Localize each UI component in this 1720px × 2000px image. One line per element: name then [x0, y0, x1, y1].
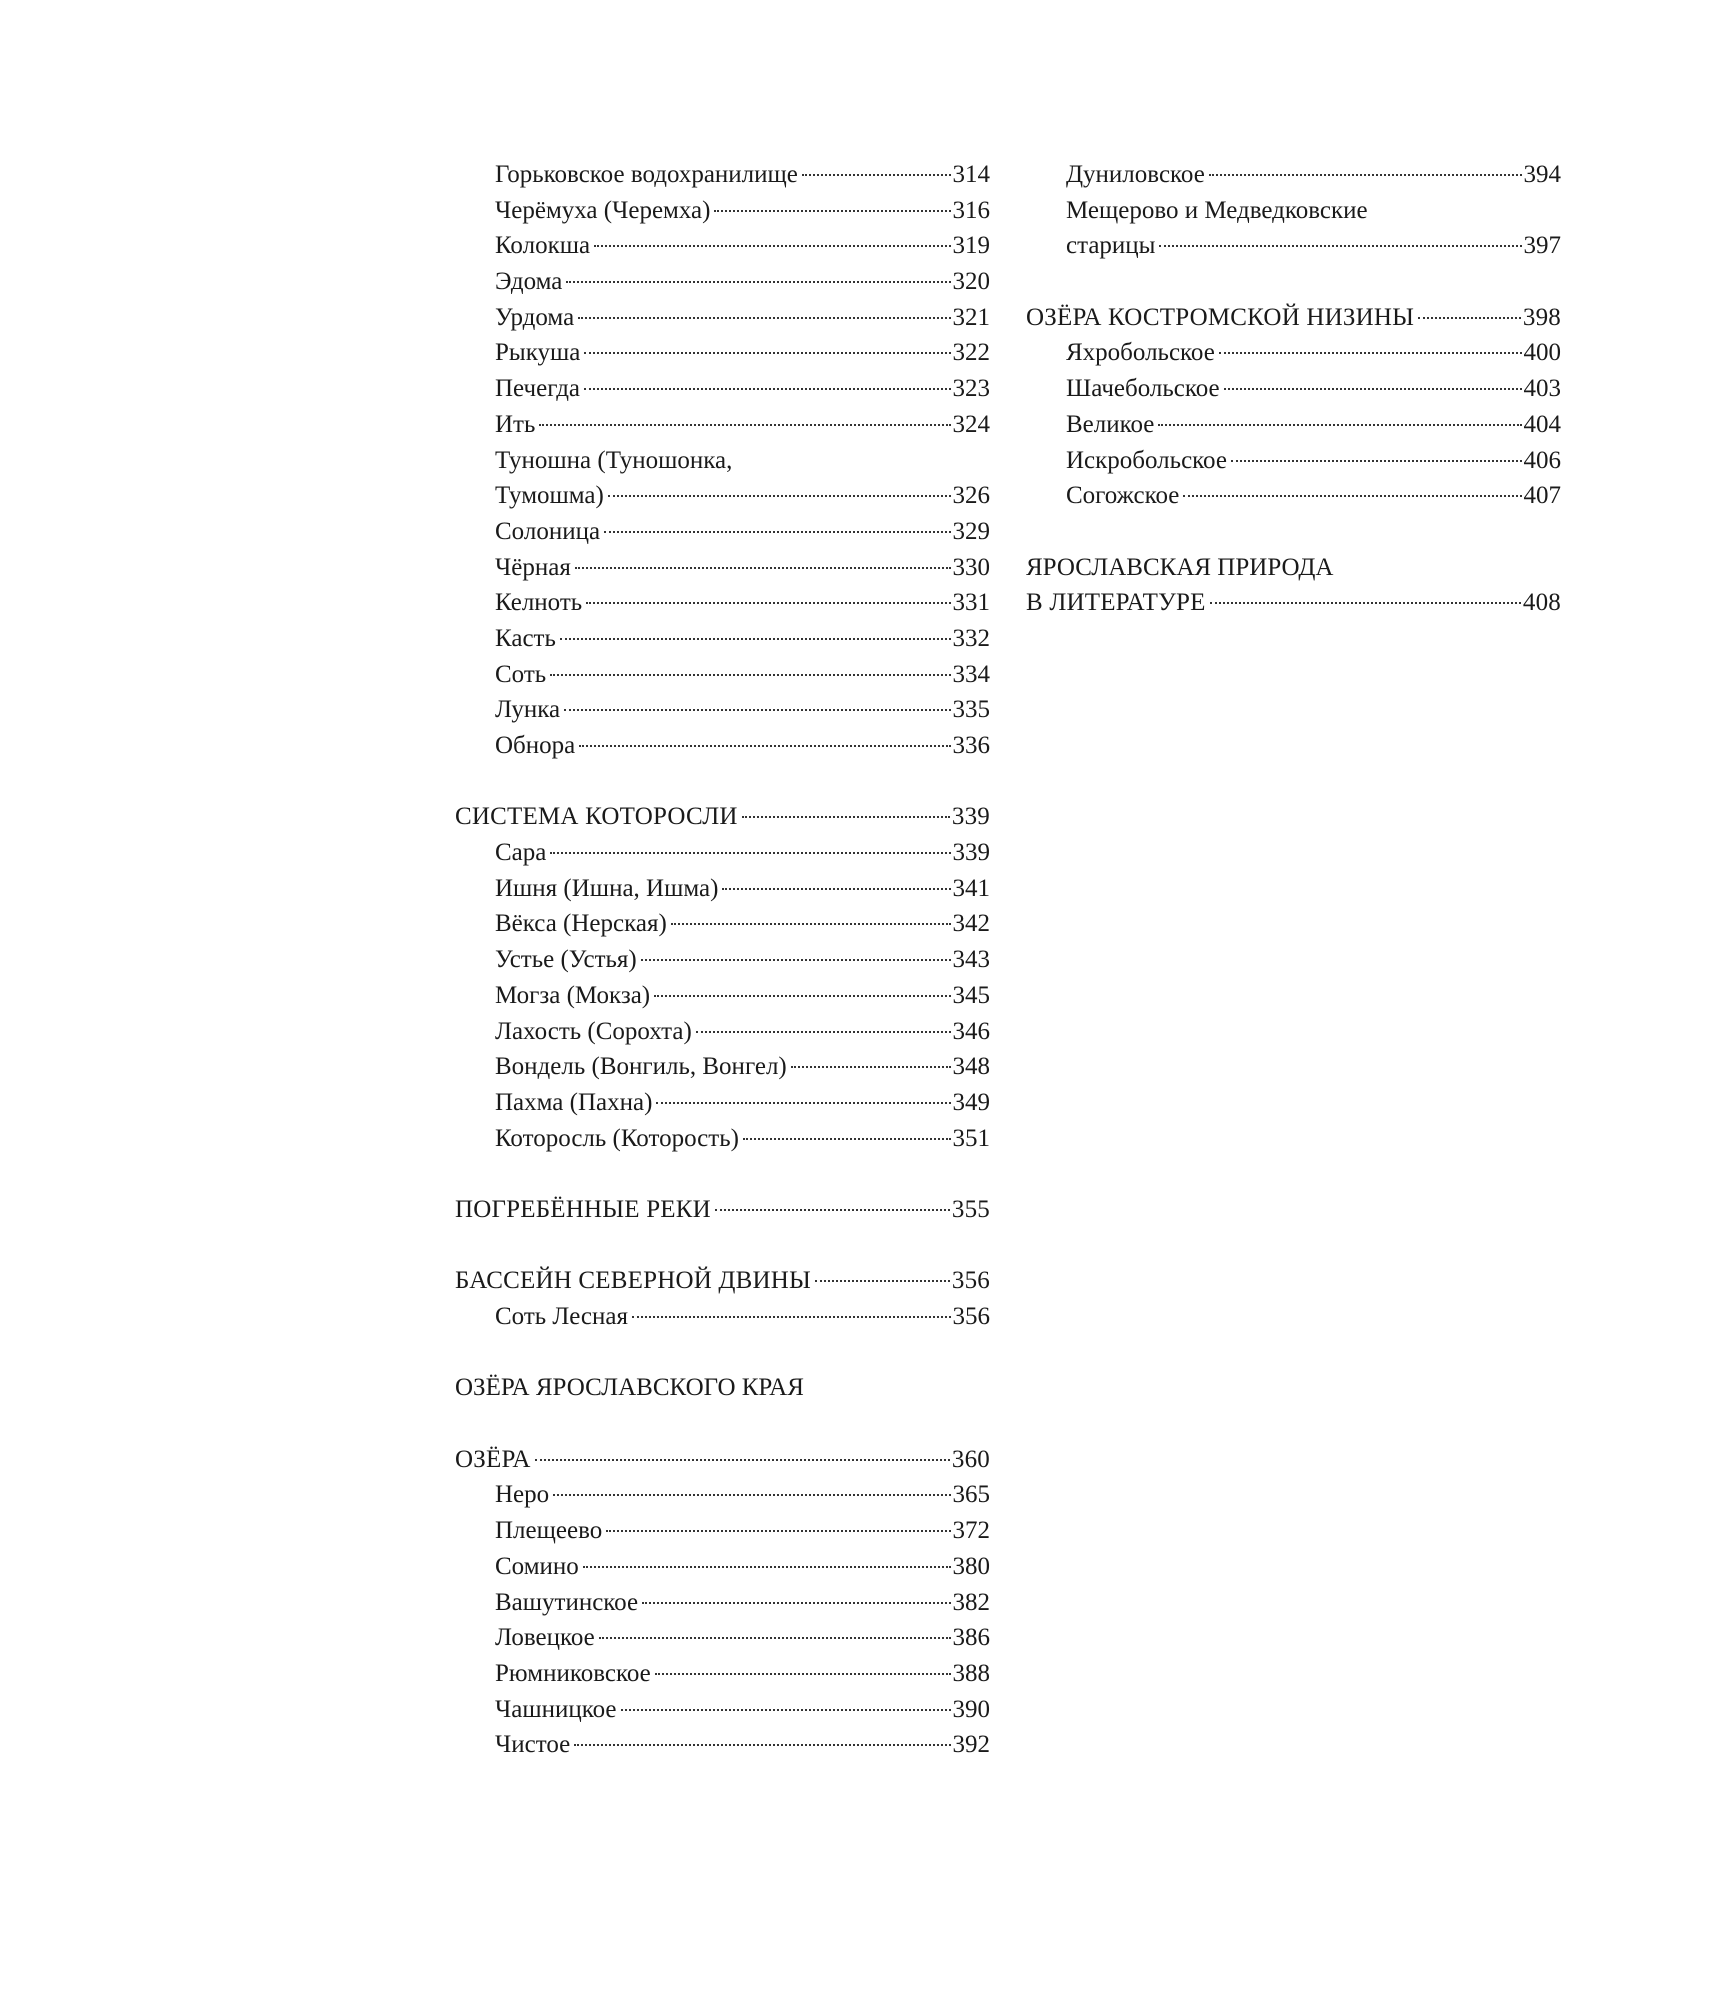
toc-entry[interactable]	[455, 692, 990, 728]
toc-entry[interactable]	[455, 228, 990, 264]
dot-leader	[743, 1138, 951, 1140]
toc-entry-label: Урдома	[495, 303, 575, 331]
toc-entry-label: Шачебольское	[1066, 375, 1220, 403]
toc-section-title: СИСТЕМА КОТОРОСЛИ	[455, 803, 738, 831]
toc-entry-page: 386	[952, 1624, 990, 1652]
toc-section-title: ОЗЁРА КОСТРОМСКОЙ НИЗИНЫ	[1026, 303, 1415, 331]
toc-entry[interactable]	[455, 1299, 990, 1335]
toc-entry[interactable]	[1026, 228, 1561, 264]
dot-leader	[553, 1494, 950, 1496]
dot-leader	[586, 602, 950, 604]
toc-entry-label: Сомино	[495, 1552, 579, 1580]
toc-entry-page: 341	[952, 874, 990, 902]
dot-leader	[655, 1673, 951, 1675]
toc-entry[interactable]	[455, 728, 990, 764]
toc-entry-page: 324	[952, 410, 990, 438]
section-gap	[1026, 514, 1561, 550]
dot-leader	[608, 495, 951, 497]
toc-section-heading[interactable]	[455, 1263, 990, 1299]
toc-entry[interactable]	[1026, 478, 1561, 514]
dot-leader	[566, 281, 950, 283]
toc-entry-label: Пахма (Пахна)	[495, 1088, 653, 1116]
toc-entry-page: 330	[952, 553, 990, 581]
dot-leader	[1231, 460, 1522, 462]
toc-entry-label: Чистое	[495, 1731, 571, 1759]
toc-entry[interactable]	[455, 478, 990, 514]
toc-entry-label: Ить	[495, 410, 536, 438]
toc-entry-page: 332	[952, 624, 990, 652]
toc-entry[interactable]	[455, 835, 990, 871]
toc-right-column	[1026, 157, 1561, 621]
toc-section-heading[interactable]	[1026, 300, 1561, 336]
toc-entry-page: 394	[1523, 161, 1561, 188]
toc-entry-page: 380	[952, 1552, 990, 1580]
toc-entry-label: старицы	[1066, 232, 1156, 260]
toc-entry[interactable]	[455, 550, 990, 586]
toc-entry[interactable]	[455, 906, 990, 942]
toc-entry-page: 346	[952, 1017, 990, 1045]
toc-entry-page: 360	[951, 1445, 990, 1473]
toc-entry-page: 323	[952, 375, 990, 403]
toc-entry-page: 326	[952, 482, 990, 510]
toc-entry-label: Чашницкое	[495, 1695, 617, 1723]
dot-leader	[1158, 424, 1521, 426]
toc-entry-label: Дуниловское	[1066, 161, 1205, 188]
dot-leader	[1183, 495, 1521, 497]
toc-entry-page: 339	[951, 803, 990, 831]
dot-leader	[654, 995, 950, 997]
toc-entry-page: 372	[952, 1517, 990, 1545]
toc-entry-page: 397	[1523, 232, 1561, 260]
dot-leader	[802, 174, 951, 176]
dot-leader	[642, 1602, 950, 1604]
dot-leader	[1224, 388, 1522, 390]
toc-entry-page: 400	[1523, 339, 1561, 367]
toc-left-column	[455, 157, 990, 1763]
dot-leader	[1210, 602, 1521, 604]
dot-leader	[632, 1316, 951, 1318]
dot-leader	[641, 959, 951, 961]
section-gap	[455, 1335, 990, 1371]
toc-entry[interactable]	[455, 1014, 990, 1050]
toc-entry-page: 356	[952, 1303, 990, 1330]
toc-entry[interactable]	[455, 300, 990, 336]
toc-entry[interactable]	[455, 657, 990, 693]
toc-entry-page: 335	[952, 696, 990, 724]
toc-entry-label: Соть Лесная	[495, 1303, 628, 1330]
dot-leader	[656, 1102, 950, 1104]
toc-section-title: БАССЕЙН СЕВЕРНОЙ ДВИНЫ	[455, 1267, 812, 1295]
dot-leader	[671, 923, 951, 925]
toc-part-title[interactable]: ОЗЁРА ЯРОСЛАВСКОГО КРАЯ	[455, 1374, 804, 1402]
dot-leader	[715, 1209, 950, 1211]
toc-entry-page: 319	[952, 232, 990, 260]
toc-entry[interactable]	[1026, 371, 1561, 407]
toc-entry[interactable]	[455, 871, 990, 907]
toc-entry[interactable]	[455, 621, 990, 657]
toc-entry[interactable]	[455, 335, 990, 371]
dot-leader	[579, 745, 950, 747]
toc-entry[interactable]	[455, 942, 990, 978]
dot-leader	[621, 1709, 951, 1711]
dot-leader	[1418, 317, 1521, 319]
toc-entry-label: Яхробольское	[1066, 339, 1215, 367]
dot-leader	[1219, 352, 1522, 354]
toc-entry-label: Солоница	[495, 517, 601, 545]
toc-entry-label: Устье (Устья)	[495, 946, 637, 974]
dot-leader	[583, 1566, 951, 1568]
toc-entry-label: Ишня (Ишна, Ишма)	[495, 874, 719, 902]
dot-leader	[791, 1066, 951, 1068]
toc-entry-page: 356	[951, 1267, 990, 1295]
dot-leader	[1159, 245, 1521, 247]
toc-entry-page: 404	[1523, 410, 1561, 438]
toc-entry-page: 336	[952, 732, 990, 759]
toc-entry-label: Чёрная	[495, 553, 571, 581]
toc-entry-label: Ловецкое	[495, 1624, 595, 1652]
dot-leader	[539, 424, 950, 426]
toc-entry[interactable]	[455, 193, 990, 229]
toc-entry[interactable]	[455, 978, 990, 1014]
toc-entry-page: 408	[1522, 589, 1561, 617]
toc-entry[interactable]	[1026, 335, 1561, 371]
toc-entry-label: Келноть	[495, 589, 583, 617]
dot-leader	[584, 388, 950, 390]
toc-entry-label: Черёмуха (Черемха)	[495, 196, 711, 224]
toc-entry-page: 388	[952, 1659, 990, 1687]
dot-leader	[722, 888, 950, 890]
toc-section-title: В ЛИТЕРАТУРЕ	[1026, 589, 1206, 617]
dot-leader	[584, 352, 950, 354]
toc-entry-page: 392	[952, 1731, 990, 1759]
dot-leader	[564, 709, 950, 711]
toc-entry-label: Плещеево	[495, 1517, 603, 1545]
toc-entry[interactable]	[455, 371, 990, 407]
toc-entry-page: 390	[952, 1695, 990, 1723]
toc-entry-label: Тумошма)	[495, 482, 604, 510]
section-gap	[455, 764, 990, 800]
toc-section-title: ОЗЁРА	[455, 1445, 531, 1473]
toc-entry-page: 345	[952, 981, 990, 1009]
toc-entry-label: Которосль (Которость)	[495, 1124, 739, 1152]
toc-entry-label: Лунка	[495, 696, 561, 724]
toc-section-title: ПОГРЕБЁННЫЕ РЕКИ	[455, 1195, 711, 1223]
toc-entry[interactable]	[1026, 443, 1561, 479]
toc-entry[interactable]	[455, 1692, 990, 1728]
dot-leader	[599, 1637, 951, 1639]
toc-entry-page: 349	[952, 1088, 990, 1116]
toc-section-heading[interactable]	[455, 1442, 990, 1478]
toc-entry-label: Рюмниковское	[495, 1659, 651, 1687]
toc-entry-page: 348	[952, 1053, 990, 1081]
section-gap	[455, 1406, 990, 1442]
toc-entry-label: Вашутинское	[495, 1588, 639, 1616]
toc-entry-page: 320	[952, 268, 990, 296]
dot-leader	[604, 531, 950, 533]
toc-entry-page: 365	[952, 1481, 990, 1509]
toc-entry-page: 355	[951, 1195, 990, 1223]
toc-entry-page: 322	[952, 339, 990, 367]
toc-entry-first-line[interactable]: Мещерово и Медведковские	[1066, 196, 1368, 224]
toc-entry[interactable]	[1026, 157, 1561, 193]
toc-entry-label: Соть	[495, 660, 547, 688]
dot-leader	[560, 638, 951, 640]
toc-entry-page: 342	[952, 910, 990, 938]
toc-entry-page: 329	[952, 517, 990, 545]
toc-entry-label: Касть	[495, 624, 556, 652]
toc-entry[interactable]	[455, 1477, 990, 1513]
toc-entry-label: Рыкуша	[495, 339, 581, 367]
toc-entry[interactable]	[455, 1513, 990, 1549]
dot-leader	[742, 816, 950, 818]
toc-entry-label: Обнора	[495, 732, 576, 759]
dot-leader	[714, 210, 950, 212]
toc-entry-page: 321	[952, 303, 990, 331]
dot-leader	[578, 317, 950, 319]
toc-entry-label: Колокша	[495, 232, 591, 260]
toc-entry[interactable]	[455, 1049, 990, 1085]
toc-entry-page: 351	[952, 1124, 990, 1152]
toc-section-heading[interactable]	[455, 799, 990, 835]
dot-leader	[535, 1459, 950, 1461]
toc-entry-label: Сара	[495, 839, 547, 867]
toc-section-first-line[interactable]: ЯРОСЛАВСКАЯ ПРИРОДА	[1026, 553, 1334, 581]
dot-leader	[550, 852, 950, 854]
dot-leader	[594, 245, 950, 247]
toc-entry-page: 331	[952, 589, 990, 617]
dot-leader	[815, 1280, 950, 1282]
toc-entry[interactable]	[455, 1727, 990, 1763]
toc-entry-page: 314	[952, 161, 990, 188]
toc-entry-label: Лахость (Сорохта)	[495, 1017, 692, 1045]
toc-entry[interactable]	[455, 1549, 990, 1585]
dot-leader	[606, 1530, 950, 1532]
toc-entry-label: Вондель (Вонгиль, Вонгел)	[495, 1053, 787, 1081]
toc-entry-label: Искробольское	[1066, 446, 1227, 474]
toc-entry[interactable]	[455, 585, 990, 621]
toc-entry-label: Могза (Мокза)	[495, 981, 651, 1009]
toc-entry-page: 403	[1523, 375, 1561, 403]
section-gap	[1026, 264, 1561, 300]
toc-entry-page: 339	[952, 839, 990, 867]
toc-entry-page: 406	[1523, 446, 1561, 474]
toc-entry[interactable]	[455, 264, 990, 300]
toc-entry[interactable]	[455, 1620, 990, 1656]
toc-entry-page: 334	[952, 660, 990, 688]
toc-entry-first-line[interactable]: Туношна (Туношонка,	[495, 446, 733, 474]
dot-leader	[1209, 174, 1522, 176]
toc-entry-label: Согожское	[1066, 482, 1180, 510]
toc-entry-page: 343	[952, 946, 990, 974]
section-gap	[455, 1156, 990, 1192]
toc-entry[interactable]	[455, 514, 990, 550]
toc-entry-page: 316	[952, 196, 990, 224]
toc-entry-page: 407	[1523, 482, 1561, 510]
toc-entry[interactable]	[455, 1656, 990, 1692]
toc-entry[interactable]	[455, 407, 990, 443]
toc-entry-label: Эдома	[495, 268, 563, 296]
toc-entry[interactable]	[1026, 407, 1561, 443]
toc-entry[interactable]	[455, 157, 990, 193]
section-gap	[455, 1228, 990, 1264]
toc-entry-page: 382	[952, 1588, 990, 1616]
toc-entry-label: Неро	[495, 1481, 550, 1509]
toc-entry-page: 398	[1522, 303, 1561, 331]
dot-leader	[550, 674, 950, 676]
toc-entry[interactable]	[455, 1121, 990, 1157]
dot-leader	[696, 1031, 951, 1033]
toc-entry-label: Печегда	[495, 375, 581, 403]
dot-leader	[574, 1744, 950, 1746]
dot-leader	[575, 567, 951, 569]
toc-entry-label: Горьковское водохранилище	[495, 161, 798, 188]
toc-section-heading[interactable]	[455, 1192, 990, 1228]
toc-section-heading[interactable]	[1026, 585, 1561, 621]
toc-entry[interactable]	[455, 1085, 990, 1121]
toc-entry[interactable]	[455, 1585, 990, 1621]
toc-entry-label: Великое	[1066, 410, 1155, 438]
toc-entry-label: Вёкса (Нерская)	[495, 910, 667, 938]
